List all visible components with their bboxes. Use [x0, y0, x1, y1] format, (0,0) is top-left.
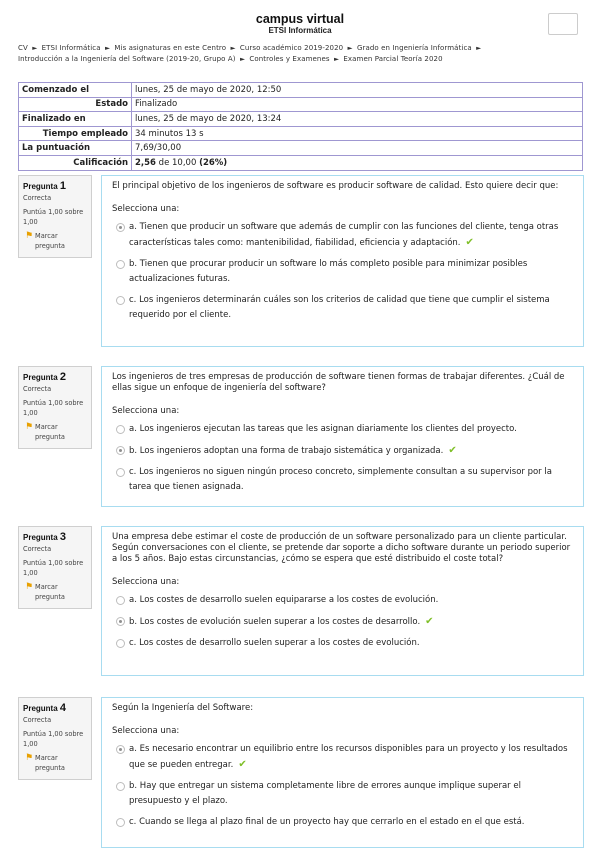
answer-option[interactable] — [112, 742, 573, 773]
question-text: Los ingenieros de tres empresas de producción de software tienen formas de trabajar diferentes. ¿Cuál de ellas sigue un enfoque de ingeniería del software? — [112, 372, 565, 393]
flag-label: Marcar pregunta — [35, 232, 65, 250]
question-text: El principal objetivo de los ingenieros de software es producir software de calidad. Esto quiere decir que: — [112, 181, 559, 191]
answer-option[interactable] — [112, 257, 573, 287]
time-value: 34 minutos 13 s — [132, 126, 583, 141]
grade-value — [132, 155, 583, 170]
breadcrumb-link[interactable]: Curso académico 2019-2020 — [239, 44, 344, 52]
question-label: Pregunta — [23, 704, 58, 713]
question-state: Correcta — [23, 716, 52, 724]
radio-button[interactable] — [116, 425, 125, 434]
answer-prompt: Selecciona una: — [112, 577, 180, 587]
grade-percent: (26%) — [199, 157, 228, 168]
checkmark-icon: ✔ — [448, 445, 457, 456]
question-label: Pregunta — [23, 533, 58, 542]
question-state: Correcta — [23, 385, 52, 393]
question-state: Correcta — [23, 194, 52, 202]
answer-text: a. Los ingenieros ejecutan las tareas que les asignan diariamente los clientes del proyecto. — [129, 424, 517, 434]
question-number — [23, 532, 87, 543]
logo-placeholder[interactable] — [548, 13, 578, 35]
question-grade: Puntúa 1,00 sobre 1,00 — [23, 559, 84, 577]
question-label: Pregunta — [23, 373, 58, 382]
breadcrumb-current[interactable]: Examen Parcial Teoría 2020 — [343, 55, 443, 63]
answer-text: b. Los ingenieros adoptan una forma de trabajo sistemática y organizada. — [129, 446, 444, 456]
answer-option[interactable] — [112, 465, 573, 495]
answer-option[interactable] — [112, 293, 573, 323]
question-grade: Puntúa 1,00 sobre 1,00 — [23, 730, 84, 748]
question-info — [18, 366, 92, 449]
checkmark-icon: ✔ — [425, 616, 434, 627]
page-header — [0, 0, 600, 40]
score-label: La puntuación — [19, 141, 132, 156]
summary-row-grade — [19, 155, 583, 170]
question-num: 1 — [59, 180, 67, 192]
question-num: 4 — [59, 702, 67, 714]
answer-option[interactable] — [112, 443, 573, 459]
radio-button[interactable] — [116, 818, 125, 827]
question-grade: Puntúa 1,00 sobre 1,00 — [23, 208, 84, 226]
site-title[interactable]: campus virtual — [255, 12, 345, 26]
question-content — [101, 697, 584, 848]
answer-option[interactable] — [112, 815, 573, 830]
question-content — [101, 366, 584, 507]
summary-row-time — [19, 126, 583, 141]
breadcrumb-link[interactable]: Mis asignaturas en este Centro — [114, 44, 227, 52]
grade-out-of: de 10,00 — [155, 157, 200, 168]
answer-option[interactable] — [112, 779, 573, 809]
state-value: Finalizado — [132, 97, 583, 112]
flag-icon: ⚑ — [25, 582, 34, 592]
question-info — [18, 697, 92, 780]
question-label: Pregunta — [23, 182, 58, 191]
answer-options — [112, 220, 573, 323]
answer-option[interactable] — [112, 422, 573, 437]
flag-icon: ⚑ — [25, 231, 34, 241]
answer-text: c. Los ingenieros no siguen ningún proceso concreto, simplemente consultan a su supervisor por la tarea que tienen asignada. — [129, 467, 552, 492]
breadcrumb-separator-icon: ► — [239, 55, 246, 63]
time-label: Tiempo empleado — [19, 126, 132, 141]
question-number — [23, 181, 87, 192]
flag-icon: ⚑ — [25, 753, 34, 763]
flag-question-button[interactable] — [23, 582, 87, 602]
answer-text: b. Los costes de evolución suelen superar a los costes de desarrollo. — [129, 617, 421, 627]
radio-button[interactable] — [116, 782, 125, 791]
checkmark-icon: ✔ — [465, 237, 474, 248]
breadcrumb-separator-icon: ► — [32, 44, 38, 52]
answer-option[interactable] — [112, 614, 573, 630]
finished-value: lunes, 25 de mayo de 2020, 13:24 — [132, 112, 583, 127]
radio-selected[interactable] — [116, 617, 125, 626]
answer-text: a. Es necesario encontrar un equilibrio entre los recursos disponibles para un proyecto y los resultados que se pueden entregar. — [129, 744, 568, 770]
checkmark-icon: ✔ — [238, 759, 247, 770]
score-value: 7,69/30,00 — [132, 141, 583, 156]
attempt-summary-table — [18, 82, 583, 171]
answer-text: c. Cuando se llega al plazo final de un proyecto hay que cerrarlo en el estado en el que está. — [129, 817, 525, 827]
flag-label: Marcar pregunta — [35, 423, 65, 441]
answer-prompt: Selecciona una: — [112, 726, 180, 736]
summary-row-finished — [19, 112, 583, 127]
breadcrumb-separator-icon: ► — [230, 44, 236, 52]
answer-option[interactable] — [112, 593, 573, 608]
answer-option[interactable] — [112, 636, 573, 651]
flag-question-button[interactable] — [23, 753, 87, 773]
question-text: Según la Ingeniería del Software: — [112, 703, 254, 713]
flag-label: Marcar pregunta — [35, 583, 65, 601]
question-number — [23, 703, 87, 714]
question-grade: Puntúa 1,00 sobre 1,00 — [23, 399, 84, 417]
answer-prompt: Selecciona una: — [112, 406, 180, 416]
flag-icon: ⚑ — [25, 422, 34, 432]
question-num: 2 — [59, 371, 67, 383]
summary-row-score — [19, 141, 583, 156]
question-content — [101, 526, 584, 676]
breadcrumb-link[interactable]: Introducción a la Ingeniería del Software (2019-20, Grupo A) — [18, 55, 236, 63]
radio-button[interactable] — [116, 596, 125, 605]
radio-selected[interactable] — [116, 446, 125, 455]
answer-prompt: Selecciona una: — [112, 204, 180, 214]
radio-button[interactable] — [116, 260, 125, 269]
answer-text: b. Tienen que procurar producir un software lo más completo posible para minimizar posibles actualizaciones futuras. — [129, 259, 528, 284]
question-info — [18, 526, 92, 609]
question-state: Correcta — [23, 545, 52, 553]
state-label: Estado — [19, 97, 132, 112]
answer-text: c. Los costes de desarrollo suelen superar a los costes de evolución. — [129, 638, 420, 648]
answer-text: a. Los costes de desarrollo suelen equipararse a los costes de evolución. — [129, 595, 439, 605]
started-label: Comenzado el — [19, 83, 132, 98]
breadcrumb-link[interactable]: Controles y Examenes — [249, 55, 330, 63]
summary-row-state — [19, 97, 583, 112]
breadcrumb-link[interactable]: ETSI Informática — [41, 44, 101, 52]
breadcrumb-line-1 — [18, 43, 588, 54]
breadcrumb-separator-icon: ► — [347, 44, 353, 52]
breadcrumb — [18, 43, 588, 65]
radio-selected[interactable] — [116, 745, 125, 754]
breadcrumb-link[interactable]: CV — [18, 44, 28, 52]
answer-options — [112, 422, 573, 495]
breadcrumb-separator-icon: ► — [104, 44, 111, 52]
radio-button[interactable] — [116, 296, 125, 305]
flag-label: Marcar pregunta — [35, 754, 65, 772]
answer-options — [112, 593, 573, 651]
question-info — [18, 175, 92, 258]
flag-question-button[interactable] — [23, 422, 87, 442]
answer-text: a. Tienen que producir un software que además de cumplir con las funciones del cliente, tenga otras características tales como: mantenibilidad, fiabilidad, eficiencia y adaptación. — [129, 222, 559, 248]
flag-question-button[interactable] — [23, 231, 87, 251]
answer-text: c. Los ingenieros determinarán cuáles son los criterios de calidad que tiene que cumplir el sistema requerido por el cliente. — [129, 295, 550, 320]
answer-option[interactable] — [112, 220, 573, 251]
question-number — [23, 372, 87, 383]
radio-button[interactable] — [116, 468, 125, 477]
question-num: 3 — [59, 531, 67, 543]
radio-selected[interactable] — [116, 223, 125, 232]
question-content — [101, 175, 584, 347]
breadcrumb-line-2 — [18, 54, 588, 65]
breadcrumb-separator-icon: ► — [333, 55, 340, 63]
answer-text: b. Hay que entregar un sistema completamente libre de errores aunque implique superar el presupuesto y el plazo. — [129, 781, 521, 806]
grade-label: Calificación — [19, 155, 132, 170]
radio-button[interactable] — [116, 639, 125, 648]
breadcrumb-separator-icon: ► — [476, 44, 482, 52]
started-value: lunes, 25 de mayo de 2020, 12:50 — [132, 83, 583, 98]
finished-label: Finalizado en — [19, 112, 132, 127]
question-text: Una empresa debe estimar el coste de producción de un software personalizado para un cliente particular. Según conversaciones con el cliente, se pretende dar soporte a dicho software durante un periodo superior a los 5 años. Bajo estas circunstancias, ¿cómo se espera que esté distribuido el coste total? — [112, 532, 571, 564]
breadcrumb-link[interactable]: Grado en Ingeniería Informática — [356, 44, 472, 52]
summary-row-started — [19, 83, 583, 98]
grade-number: 2,56 — [135, 157, 156, 168]
site-subtitle: ETSI Informática — [268, 26, 332, 35]
answer-options — [112, 742, 573, 830]
